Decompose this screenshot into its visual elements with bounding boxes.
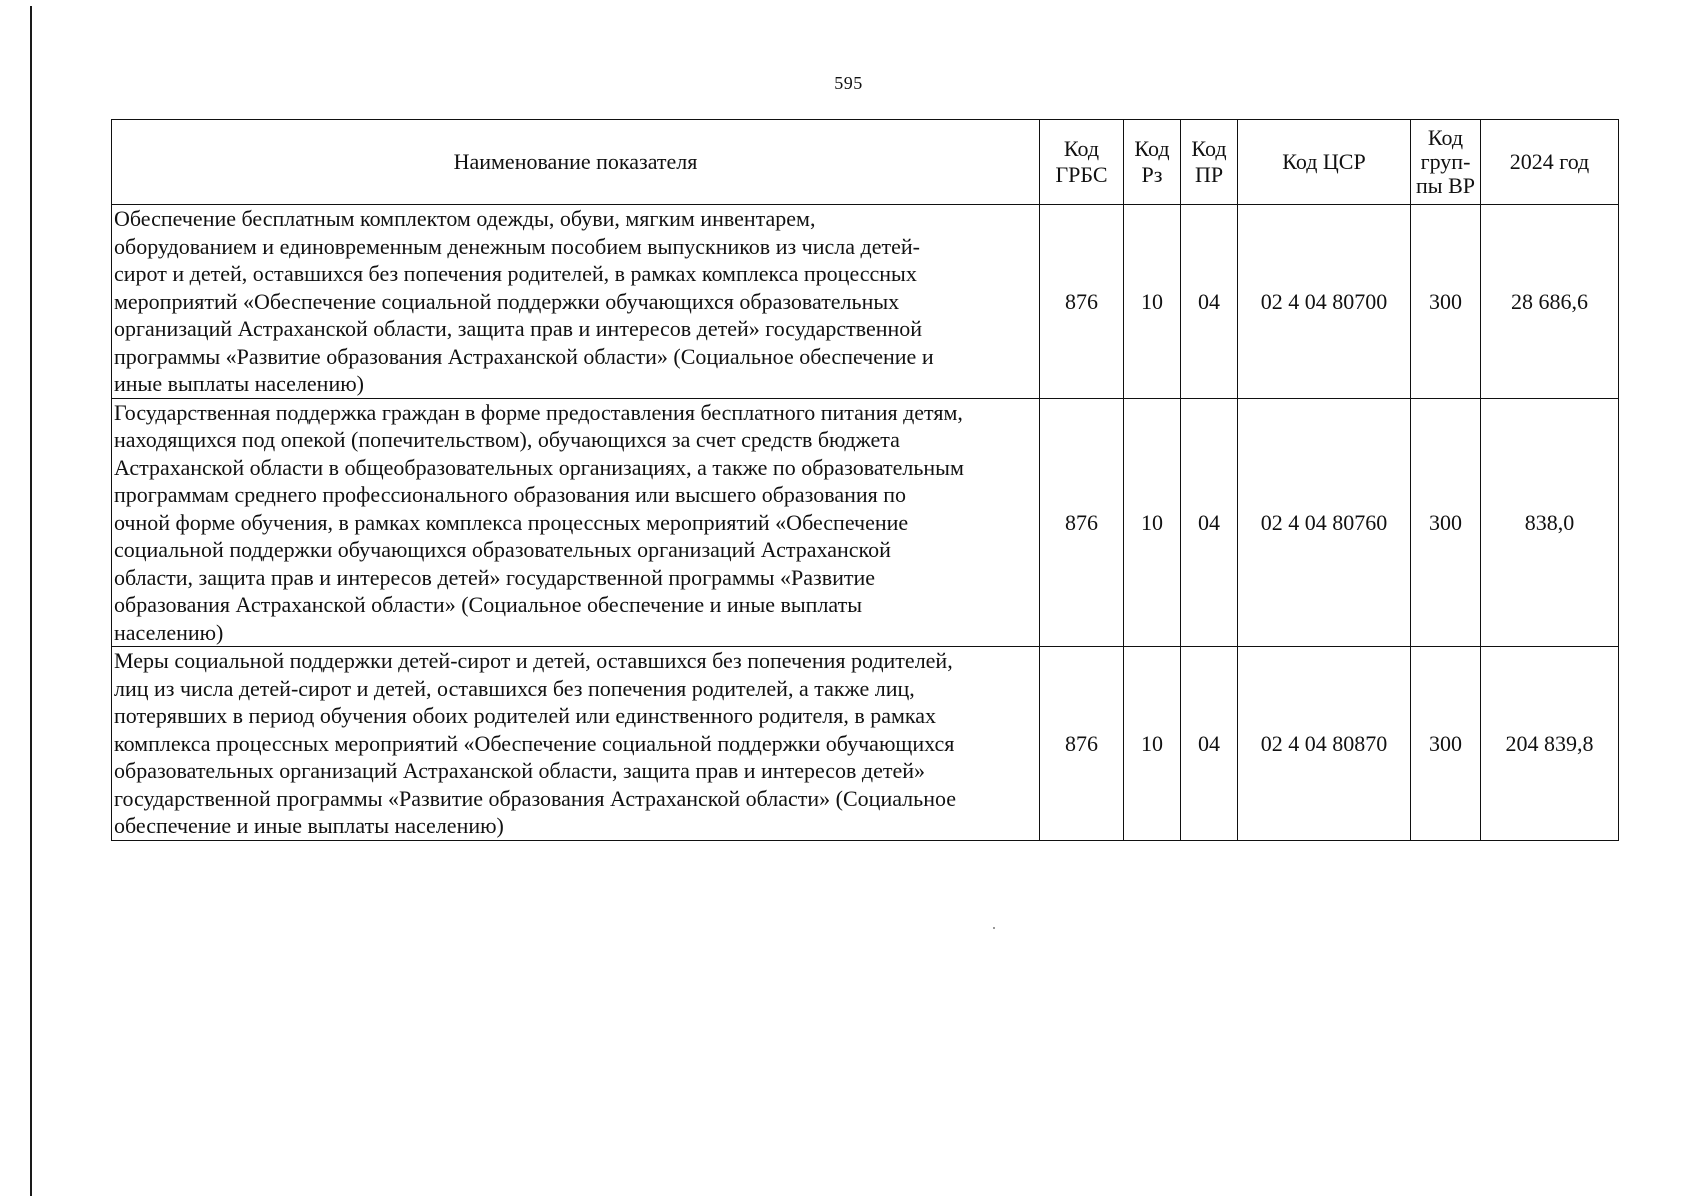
page-number: 595 (834, 73, 863, 93)
row-amount: 838,0 (1481, 398, 1619, 647)
row-grbs: 876 (1040, 647, 1124, 841)
table-header-row (112, 120, 1619, 205)
header-grbs: Код ГРБС (1040, 120, 1124, 205)
row-rz: 10 (1124, 647, 1181, 841)
row-amount: 204 839,8 (1481, 647, 1619, 841)
row-csr: 02 4 04 80870 (1238, 647, 1411, 841)
header-vr: Код груп- пы ВР (1411, 120, 1481, 205)
table-row (112, 205, 1619, 399)
row-rz: 10 (1124, 205, 1181, 399)
header-csr: Код ЦСР (1238, 120, 1411, 205)
row-vr: 300 (1411, 398, 1481, 647)
row-pr: 04 (1181, 398, 1238, 647)
scan-edge-line (30, 6, 32, 1196)
header-name: Наименование показателя (112, 120, 1040, 205)
row-csr: 02 4 04 80700 (1238, 205, 1411, 399)
table-row (112, 398, 1619, 647)
scan-speck (993, 927, 995, 929)
row-name: Государственная поддержка граждан в форме предоставления бесплатного питания детям, находящихся под опекой (попечительством), обучающихся за счет средств бюджета Астраханской области в общеобразовательных организациях, а также по образовательным программам среднего профессионального образования или высшего образования по очной форме обучения, в рамках комплекса процессных мероприятий «Обеспечение социальной поддержки обучающихся образовательных организаций Астраханской области, защита прав и интересов детей» государственной программы «Развитие образования Астраханской области» (Социальное обеспечение и иные выплаты населению) (112, 398, 1040, 647)
row-name: Меры социальной поддержки детей-сирот и детей, оставшихся без попечения родителей, лиц из числа детей-сирот и детей, оставшихся без попечения родителей, а также лиц, потерявших в период обучения обоих родителей или единственного родителя, в рамках комплекса процессных мероприятий «Обеспечение социальной поддержки обучающихся образовательных организаций Астраханской области, защита прав и интересов детей» государственной программы «Развитие образования Астраханской области» (Социальное обеспечение и иные выплаты населению) (112, 647, 1040, 841)
budget-table (111, 119, 1619, 841)
row-grbs: 876 (1040, 205, 1124, 399)
row-vr: 300 (1411, 205, 1481, 399)
row-name: Обеспечение бесплатным комплектом одежды, обуви, мягким инвентарем, оборудованием и единовременным денежным пособием выпускников из числа детей- сирот и детей, оставшихся без попечения родителей, в рамках комплекса процессных мероприятий «Обеспечение социальной поддержки обучающихся образовательных организаций Астраханской области, защита прав и интересов детей» государственной программы «Развитие образования Астраханской области» (Социальное обеспечение и иные выплаты населению) (112, 205, 1040, 399)
header-pr: Код ПР (1181, 120, 1238, 205)
row-vr: 300 (1411, 647, 1481, 841)
table-row (112, 647, 1619, 841)
row-csr: 02 4 04 80760 (1238, 398, 1411, 647)
row-grbs: 876 (1040, 398, 1124, 647)
row-amount: 28 686,6 (1481, 205, 1619, 399)
row-pr: 04 (1181, 205, 1238, 399)
row-rz: 10 (1124, 398, 1181, 647)
header-year: 2024 год (1481, 120, 1619, 205)
row-pr: 04 (1181, 647, 1238, 841)
header-rz: Код Рз (1124, 120, 1181, 205)
